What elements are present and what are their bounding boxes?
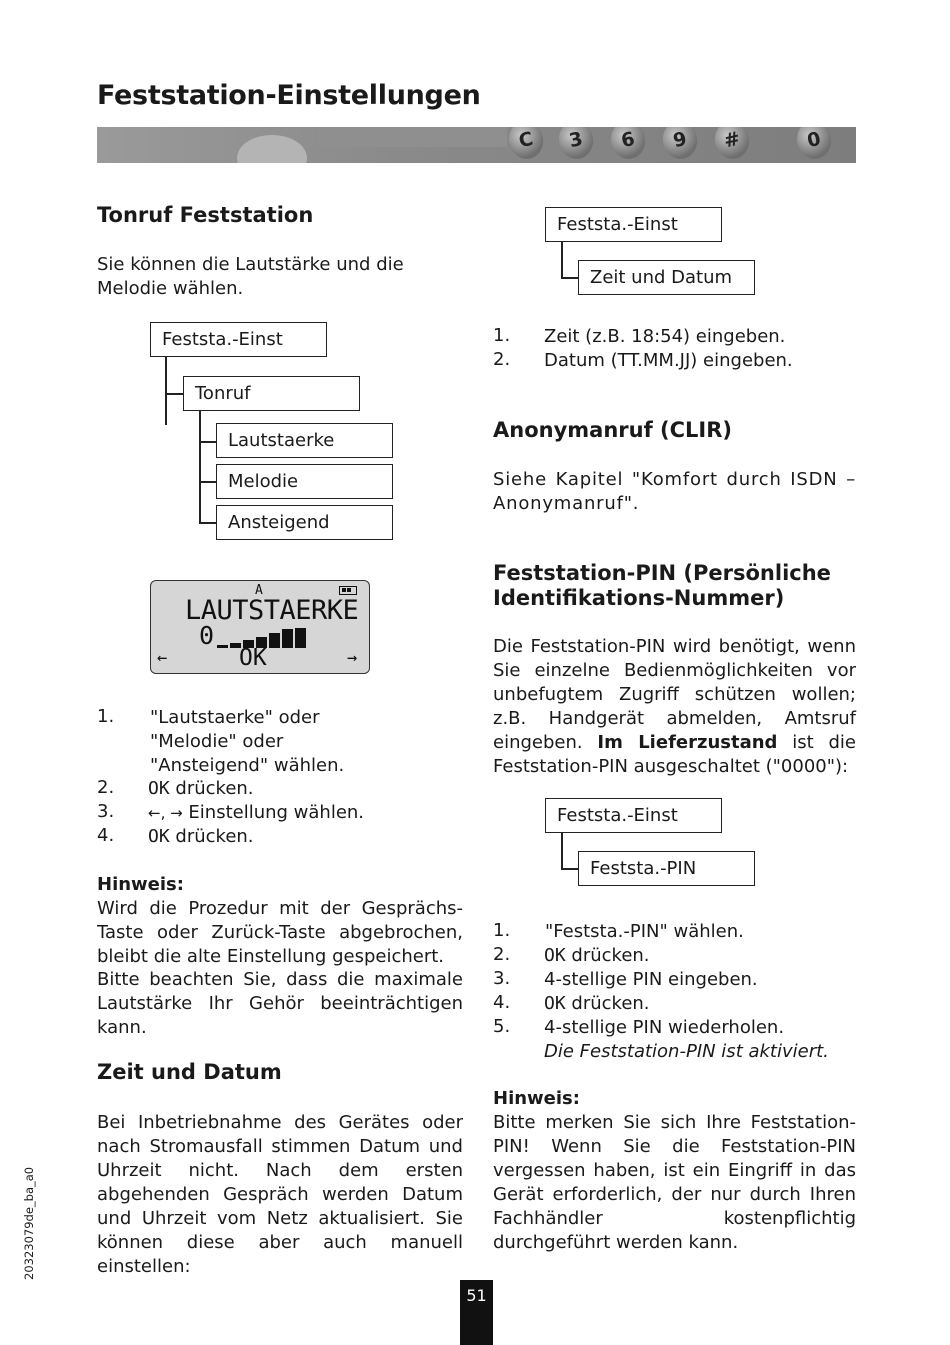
ok-key-icon: OK — [148, 778, 170, 799]
tree-line — [561, 242, 563, 278]
menu-box-zeit-und-datum: Zeit und Datum — [578, 260, 755, 295]
note-text: Wird die Prozedur mit der Gesprächs-Taste oder Zurück-Taste abgebrochen, bleibt die alte Einstellung gespeichert. — [97, 898, 463, 967]
step-number: 3. — [493, 968, 511, 989]
key-3-icon: 3 — [555, 127, 596, 162]
step-number: 1. — [97, 706, 115, 727]
note-title: Hinweis: — [97, 874, 184, 895]
step-text: OK drücken. — [544, 993, 650, 1014]
step-number: 4. — [493, 992, 511, 1013]
tree-line — [561, 833, 563, 869]
menu-box-lautstaerke: Lautstaerke — [216, 423, 393, 458]
step-number: 2. — [493, 944, 511, 965]
section-heading-pin: Feststation-PIN (Persönliche Identifikations-Nummer) — [493, 561, 831, 610]
banner-image — [97, 127, 856, 163]
lcd-line-2: 0 — [199, 621, 215, 650]
tree-line — [199, 411, 201, 523]
phone-display-shape — [317, 127, 507, 147]
step-number: 3. — [97, 801, 115, 822]
tree-line — [561, 868, 578, 870]
step-text: ←, → Einstellung wählen. — [148, 802, 365, 823]
key-0-icon: 0 — [793, 127, 834, 162]
menu-box-feststa-pin: Feststa.-PIN — [578, 851, 755, 886]
tree-line — [165, 357, 167, 425]
pin-text: Die Feststation-PIN wird benötigt, wenn Sie einzelne Bedienmöglichkeiten vor unbefugtem Zugriff schützen wollen; z.B. Handgerät abmelden, Amtsruf eingeben. Im Lieferzustand ist die Feststation-PIN ausgeschaltet ("0000"): — [493, 636, 856, 777]
page-title: Feststation-Einstellungen — [97, 80, 481, 111]
ok-key-icon: OK — [544, 945, 566, 966]
ok-key-icon: OK — [148, 826, 170, 847]
menu-box-melodie: Melodie — [216, 464, 393, 499]
tree-line — [199, 441, 216, 443]
step-text: OK drücken. — [148, 826, 254, 847]
ok-key-icon: OK — [544, 993, 566, 1014]
lcd-display — [150, 580, 370, 674]
menu-box-feststa-einst: Feststa.-Einst — [545, 207, 722, 242]
step-text: OK drücken. — [544, 945, 650, 966]
key-c-icon: C — [505, 127, 546, 162]
key-9-icon: 9 — [659, 127, 700, 162]
battery-icon — [339, 586, 357, 595]
pin-result-text: Die Feststation-PIN ist aktiviert. — [544, 1041, 829, 1062]
step-text: "Feststa.-PIN" wählen. — [545, 921, 744, 942]
step-text: 4-stellige PIN wiederholen. — [544, 1017, 785, 1038]
tree-line — [199, 522, 216, 524]
lcd-right-arrow-icon: → — [347, 648, 358, 668]
step-text: 4-stellige PIN eingeben. — [544, 969, 758, 990]
tree-line — [561, 277, 578, 279]
step-number: 2. — [493, 349, 511, 370]
key-hash-icon: # — [711, 127, 752, 162]
step-number: 4. — [97, 825, 115, 846]
tree-line — [199, 481, 216, 483]
section-heading-zeit: Zeit und Datum — [97, 1060, 282, 1084]
lcd-line-1: LAUTSTAERKE — [185, 595, 359, 626]
menu-box-feststa-einst: Feststa.-Einst — [545, 798, 722, 833]
note-text: Bitte merken Sie sich Ihre Feststation-PIN! Wenn Sie die Feststation-PIN vergessen haben, ist ein Eingriff in das Gerät erforderlich, der nur durch Ihren Fachhändler kostenpflichtig durchgeführt werden kann. — [493, 1112, 856, 1253]
zeit-text: Bei Inbetriebnahme des Gerätes oder nach Stromausfall stimmen Datum und Uhrzeit nicht. Nach dem ersten abgehenden Gespräch werden Datum und Uhrzeit vom Netz aktualisiert. Sie können diese aber auch manuell einstellen: — [97, 1112, 463, 1277]
step-text: Datum (TT.MM.JJ) eingeben. — [544, 350, 793, 371]
step-text: "Lautstaerke" oder "Melodie" oder "Ansteigend" wählen. — [150, 707, 345, 776]
lcd-ok: OK — [239, 645, 267, 671]
tree-line — [165, 393, 183, 395]
note-title: Hinweis: — [493, 1088, 580, 1109]
lcd-left-arrow-icon: ← — [157, 648, 168, 668]
step-number: 2. — [97, 777, 115, 798]
phone-button-shape — [237, 135, 307, 163]
clir-text: Siehe Kapitel "Komfort durch ISDN – Anonymanruf". — [493, 469, 856, 514]
menu-box-feststa-einst: Feststa.-Einst — [150, 322, 327, 357]
menu-box-ansteigend: Ansteigend — [216, 505, 393, 540]
section-heading-tonruf: Tonruf Feststation — [97, 203, 314, 227]
step-text: OK drücken. — [148, 778, 254, 799]
step-number: 1. — [493, 920, 511, 941]
tonruf-intro: Sie können die Lautstärke und die Melodie wählen. — [97, 254, 404, 299]
lcd-indicator: A — [255, 583, 263, 598]
arrow-keys-icon: ←, → — [148, 804, 183, 822]
step-number: 5. — [493, 1016, 511, 1037]
section-heading-clir: Anonymanruf (CLIR) — [493, 418, 732, 442]
page-number: 51 — [460, 1280, 493, 1345]
note-text: Bitte beachten Sie, dass die maximale Lautstärke Ihr Gehör beeinträchtigen kann. — [97, 969, 463, 1038]
document-code: 20323079de_ba_a0 — [22, 1166, 36, 1280]
menu-box-tonruf: Tonruf — [183, 376, 360, 411]
step-text: Zeit (z.B. 18:54) eingeben. — [544, 326, 786, 347]
step-number: 1. — [493, 325, 511, 346]
key-6-icon: 6 — [607, 127, 648, 162]
